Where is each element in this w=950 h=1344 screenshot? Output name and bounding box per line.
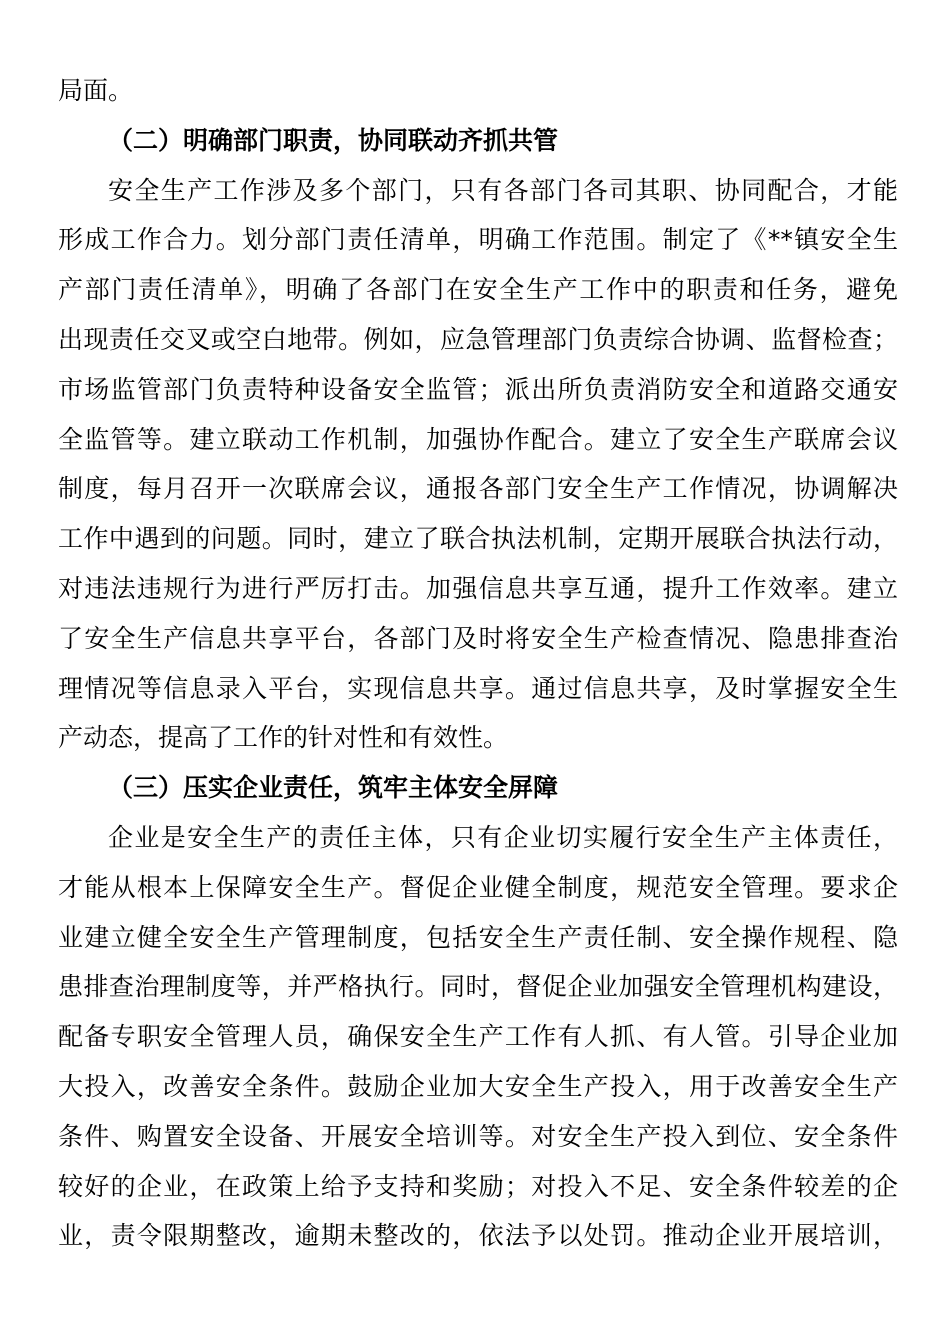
text-line: 业，责令限期整改，逾期未整改的，依法予以处罚。推动企业开展培训， xyxy=(58,1221,898,1251)
text-line: 对违法违规行为进行严厉打击。加强信息共享互通，提升工作效率。建立 xyxy=(58,573,898,603)
text-line: 工作中遇到的问题。同时，建立了联合执法机制，定期开展联合执法行动， xyxy=(58,524,898,554)
text-line: 较好的企业，在政策上给予支持和奖励；对投入不足、安全条件较差的企 xyxy=(58,1171,898,1201)
paragraph-first-line: 安全生产工作涉及多个部门，只有各部门各司其职、协同配合，才能 xyxy=(108,175,898,205)
text-line: 配备专职安全管理人员，确保安全生产工作有人抓、有人管。引导企业加 xyxy=(58,1022,898,1052)
text-line: 条件、购置安全设备、开展安全培训等。对安全生产投入到位、安全条件 xyxy=(58,1121,898,1151)
text-line: 理情况等信息录入平台，实现信息共享。通过信息共享，及时掌握安全生 xyxy=(58,673,898,703)
text-line: 全监管等。建立联动工作机制，加强协作配合。建立了安全生产联席会议 xyxy=(58,424,898,454)
text-line: 制度，每月召开一次联席会议，通报各部门安全生产工作情况，协调解决 xyxy=(58,474,898,504)
text-line: 形成工作合力。划分部门责任清单，明确工作范围。制定了《**镇安全生 xyxy=(58,225,898,255)
document-body xyxy=(58,66,898,1261)
section-heading: （三）压实企业责任，筑牢主体安全屏障 xyxy=(108,773,559,803)
text-line: 产部门责任清单》，明确了各部门在安全生产工作中的职责和任务，避免 xyxy=(58,275,898,305)
text-line: 大投入，改善安全条件。鼓励企业加大安全生产投入，用于改善安全生产 xyxy=(58,1071,898,1101)
text-line: 产动态，提高了工作的针对性和有效性。 xyxy=(58,723,509,753)
text-line: 局面。 xyxy=(58,76,134,105)
text-line: 了安全生产信息共享平台，各部门及时将安全生产检查情况、隐患排查治 xyxy=(58,623,898,653)
text-line: 市场监管部门负责特种设备安全监管；派出所负责消防安全和道路交通安 xyxy=(58,374,898,404)
paragraph-first-line: 企业是安全生产的责任主体，只有企业切实履行安全生产主体责任， xyxy=(108,822,898,852)
section-heading: （二）明确部门职责，协同联动齐抓共管 xyxy=(108,125,559,155)
text-line: 业建立健全安全生产管理制度，包括安全生产责任制、安全操作规程、隐 xyxy=(58,922,898,952)
text-line: 出现责任交叉或空白地带。例如，应急管理部门负责综合协调、监督检查； xyxy=(58,324,898,354)
text-line: 才能从根本上保障安全生产。督促企业健全制度，规范安全管理。要求企 xyxy=(58,872,898,902)
text-line: 患排查治理制度等，并严格执行。同时，督促企业加强安全管理机构建设， xyxy=(58,972,898,1002)
